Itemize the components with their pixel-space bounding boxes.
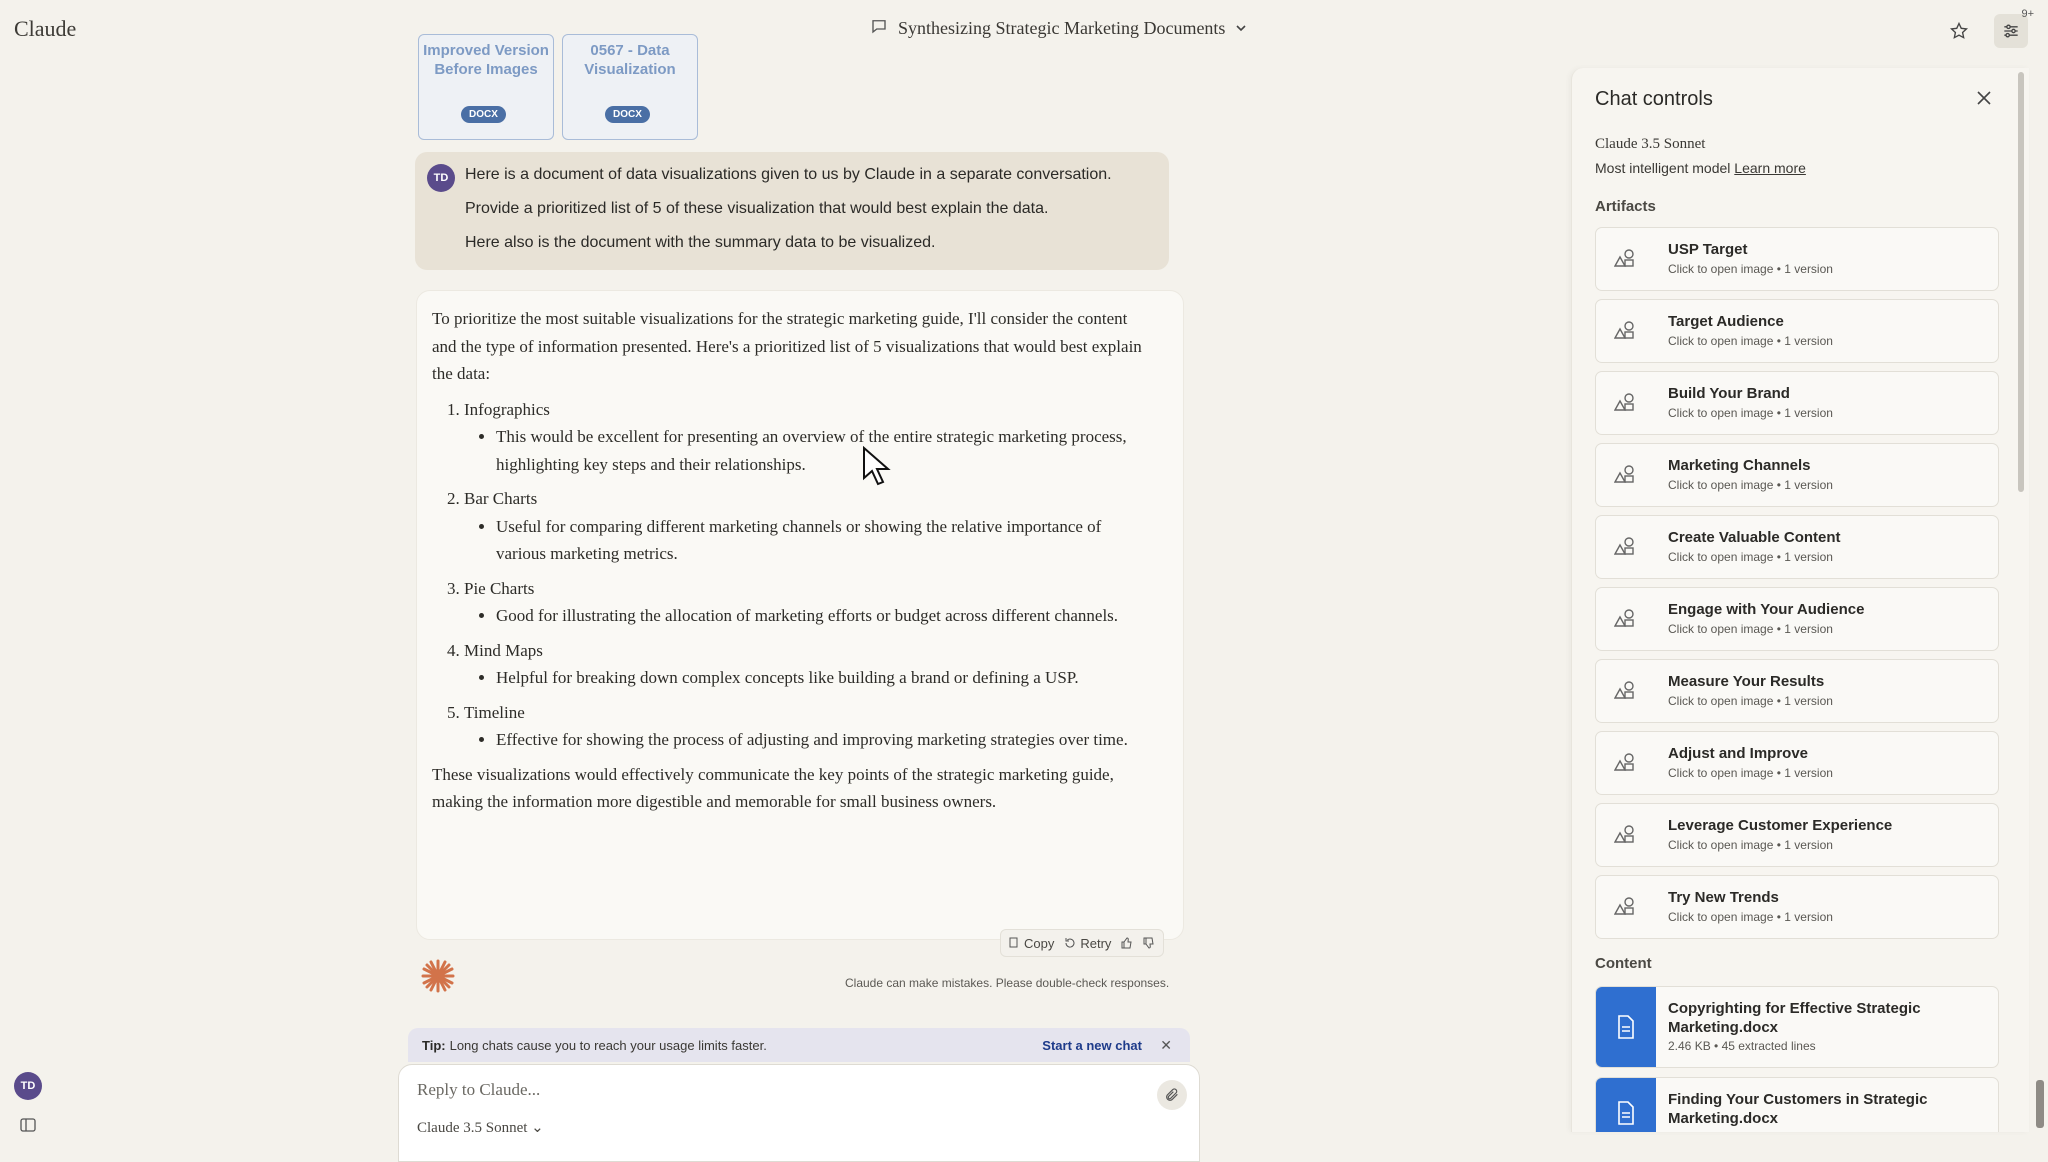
star-button[interactable] <box>1942 14 1976 48</box>
artifact-name: Measure Your Results <box>1668 673 1825 690</box>
artifact-name: Create Valuable Content <box>1668 529 1841 546</box>
artifact-meta: Click to open image • 1 version <box>1668 838 1833 852</box>
image-artifact-icon <box>1614 824 1636 849</box>
copy-icon <box>1009 937 1020 949</box>
list-item <box>464 485 1152 568</box>
artifact-meta: Click to open image • 1 version <box>1668 406 1833 420</box>
mouse-cursor <box>862 446 892 491</box>
artifact-card[interactable] <box>1595 515 1999 579</box>
sidebar-icon <box>20 1118 36 1132</box>
artifact-card[interactable] <box>1595 659 1999 723</box>
close-panel-button[interactable] <box>1976 90 1992 111</box>
composer <box>398 1064 1200 1162</box>
artifact-name: USP Target <box>1668 241 1748 258</box>
thumbs-down-button[interactable] <box>1143 937 1155 949</box>
item-detail: • Useful for comparing different marketing channels or showing the relative importance of various marketing metrics. <box>496 513 1152 568</box>
file-name: Copyrighting for Effective Strategic Marketing.docx <box>1668 1000 1921 1036</box>
copy-button[interactable]: Copy <box>1009 936 1054 951</box>
attachment-title: 0567 - Data Visualization <box>584 42 676 78</box>
disclaimer-text: Claude can make mistakes. Please double-check responses. <box>845 976 1170 990</box>
image-artifact-icon <box>1614 536 1636 561</box>
artifact-card[interactable] <box>1595 731 1999 795</box>
artifact-name: Marketing Channels <box>1668 457 1811 474</box>
image-artifact-icon <box>1614 608 1636 633</box>
attachments <box>418 34 698 140</box>
item-title: Timeline <box>464 702 525 722</box>
artifacts-heading: Artifacts <box>1595 198 1656 215</box>
artifact-name: Leverage Customer Experience <box>1668 817 1893 834</box>
paperclip-icon <box>1164 1087 1180 1103</box>
reply-closing: These visualizations would effectively communicate the key points of the strategic marketing guide, making the information more digestible and memorable for small business owners. <box>432 764 1114 811</box>
artifact-meta: Click to open image • 1 version <box>1668 694 1833 708</box>
model-name: Claude 3.5 Sonnet <box>1595 136 1706 152</box>
artifact-card[interactable] <box>1595 371 1999 435</box>
artifact-name: Adjust and Improve <box>1668 745 1809 762</box>
item-detail: • Helpful for breaking down complex concepts like building a brand or defining a USP. <box>496 664 1152 692</box>
attachment-card[interactable] <box>418 34 554 140</box>
item-detail: • This would be excellent for presenting an overview of the entire strategic marketing process, highlighting key steps and their relationships. <box>496 423 1152 478</box>
list-item <box>464 396 1152 479</box>
sliders-icon <box>2001 21 2021 41</box>
attachment-card[interactable] <box>562 34 698 140</box>
artifact-card[interactable] <box>1595 803 1999 867</box>
visualization-list <box>432 396 1152 754</box>
item-title: Infographics <box>464 399 550 419</box>
user-message-line: Provide a prioritized list of 5 of these visualization that would best explain the data. <box>465 200 1049 217</box>
sidebar-toggle-button[interactable] <box>20 1118 36 1137</box>
file-type-badge: DOCX <box>461 106 506 123</box>
file-type-badge: DOCX <box>605 106 650 123</box>
list-item <box>464 575 1152 630</box>
thumbs-up-button[interactable] <box>1121 937 1133 949</box>
assistant-message <box>416 290 1184 940</box>
attachment-title: Improved Version Before Images <box>423 42 549 78</box>
tip-label: Tip: <box>422 1037 446 1053</box>
close-tip-icon[interactable]: ✕ <box>1160 1036 1172 1053</box>
artifact-name: Build Your Brand <box>1668 385 1790 402</box>
image-artifact-icon <box>1614 752 1636 777</box>
item-title: Bar Charts <box>464 489 538 508</box>
thumbs-down-icon <box>1143 937 1155 949</box>
item-title: Pie Charts <box>464 578 535 598</box>
image-artifact-icon <box>1614 320 1636 345</box>
thumbs-up-icon <box>1121 937 1133 949</box>
panel-scrollbar[interactable] <box>2018 72 2024 492</box>
attach-button[interactable] <box>1157 1080 1187 1110</box>
item-detail: • Effective for showing the process of adjusting and improving marketing strategies over time. <box>496 726 1152 754</box>
user-message-line: Here also is the document with the summary data to be visualized. <box>465 234 936 251</box>
app-logo[interactable]: Claude <box>14 16 77 41</box>
artifact-card[interactable] <box>1595 299 1999 363</box>
model-description: Most intelligent model Learn more <box>1595 160 1806 176</box>
learn-more-link[interactable]: Learn more <box>1734 160 1806 176</box>
content-file[interactable] <box>1595 986 1999 1068</box>
reply-input[interactable] <box>415 1079 1119 1101</box>
reply-intro: To prioritize the most suitable visualizations for the strategic marketing guide, I'll consider the content and the type of information presented. Here's a prioritized list of 5 visualizations that would best explain the data: <box>432 309 1142 383</box>
item-title: Mind Maps <box>464 640 543 660</box>
image-artifact-icon <box>1614 680 1636 705</box>
chat-title-text: Synthesizing Strategic Marketing Documents <box>898 18 1226 38</box>
artifact-meta: Click to open image • 1 version <box>1668 622 1833 636</box>
document-icon <box>1596 1078 1656 1132</box>
file-meta: 2.46 KB • 45 extracted lines <box>1668 1039 1816 1053</box>
tip-text: Long chats cause you to reach your usage limits faster. <box>449 1037 767 1053</box>
retry-icon <box>1064 937 1076 949</box>
retry-button[interactable]: Retry <box>1064 936 1111 951</box>
artifact-meta: Click to open image • 1 version <box>1668 262 1833 276</box>
chevron-down-icon <box>1235 18 1247 39</box>
panel-title: Chat controls <box>1595 88 1713 110</box>
chat-title-button[interactable] <box>870 17 1247 40</box>
file-name: Finding Your Customers in Strategic Marketing.docx <box>1668 1091 1928 1127</box>
image-artifact-icon <box>1614 896 1636 921</box>
image-artifact-icon <box>1614 392 1636 417</box>
artifact-card[interactable] <box>1595 875 1999 939</box>
artifact-meta: Click to open image • 1 version <box>1668 550 1833 564</box>
chevron-down-icon: ⌄ <box>531 1120 544 1136</box>
model-selector[interactable]: Claude 3.5 Sonnet ⌄ <box>417 1120 544 1136</box>
message-actions <box>1000 929 1164 957</box>
tip-banner <box>408 1028 1190 1062</box>
close-icon <box>1976 90 1992 106</box>
artifact-meta: Click to open image • 1 version <box>1668 910 1833 924</box>
list-item <box>464 699 1152 754</box>
artifact-name: Target Audience <box>1668 313 1784 330</box>
claude-spark-icon <box>420 958 456 999</box>
artifact-name: Engage with Your Audience <box>1668 601 1865 618</box>
artifact-card[interactable] <box>1595 227 1999 291</box>
artifact-meta: Click to open image • 1 version <box>1668 478 1833 492</box>
notification-count: 9+ <box>2021 8 2034 20</box>
artifact-name: Try New Trends <box>1668 889 1779 906</box>
start-new-chat-link[interactable]: Start a new chat <box>1042 1037 1142 1053</box>
chat-bubble-icon <box>870 17 888 40</box>
list-item <box>464 637 1152 692</box>
chat-controls-panel <box>1571 68 2029 1132</box>
document-icon <box>1596 987 1656 1067</box>
content-heading: Content <box>1595 955 1652 972</box>
user-avatar: TD <box>427 164 455 192</box>
top-bar <box>0 0 2048 58</box>
artifact-meta: Click to open image • 1 version <box>1668 334 1833 348</box>
page-scrollbar[interactable] <box>2036 1080 2044 1128</box>
artifact-meta: Click to open image • 1 version <box>1668 766 1833 780</box>
image-artifact-icon <box>1614 248 1636 273</box>
image-artifact-icon <box>1614 464 1636 489</box>
content-file[interactable] <box>1595 1077 1999 1132</box>
account-avatar[interactable]: TD <box>14 1072 42 1100</box>
artifact-card[interactable] <box>1595 443 1999 507</box>
item-detail: • Good for illustrating the allocation of marketing efforts or budget across different channels. <box>496 602 1152 630</box>
user-message <box>415 152 1169 270</box>
artifact-card[interactable] <box>1595 587 1999 651</box>
star-icon <box>1949 21 1969 41</box>
user-message-line: Here is a document of data visualizations given to us by Claude in a separate conversation. <box>465 166 1112 183</box>
